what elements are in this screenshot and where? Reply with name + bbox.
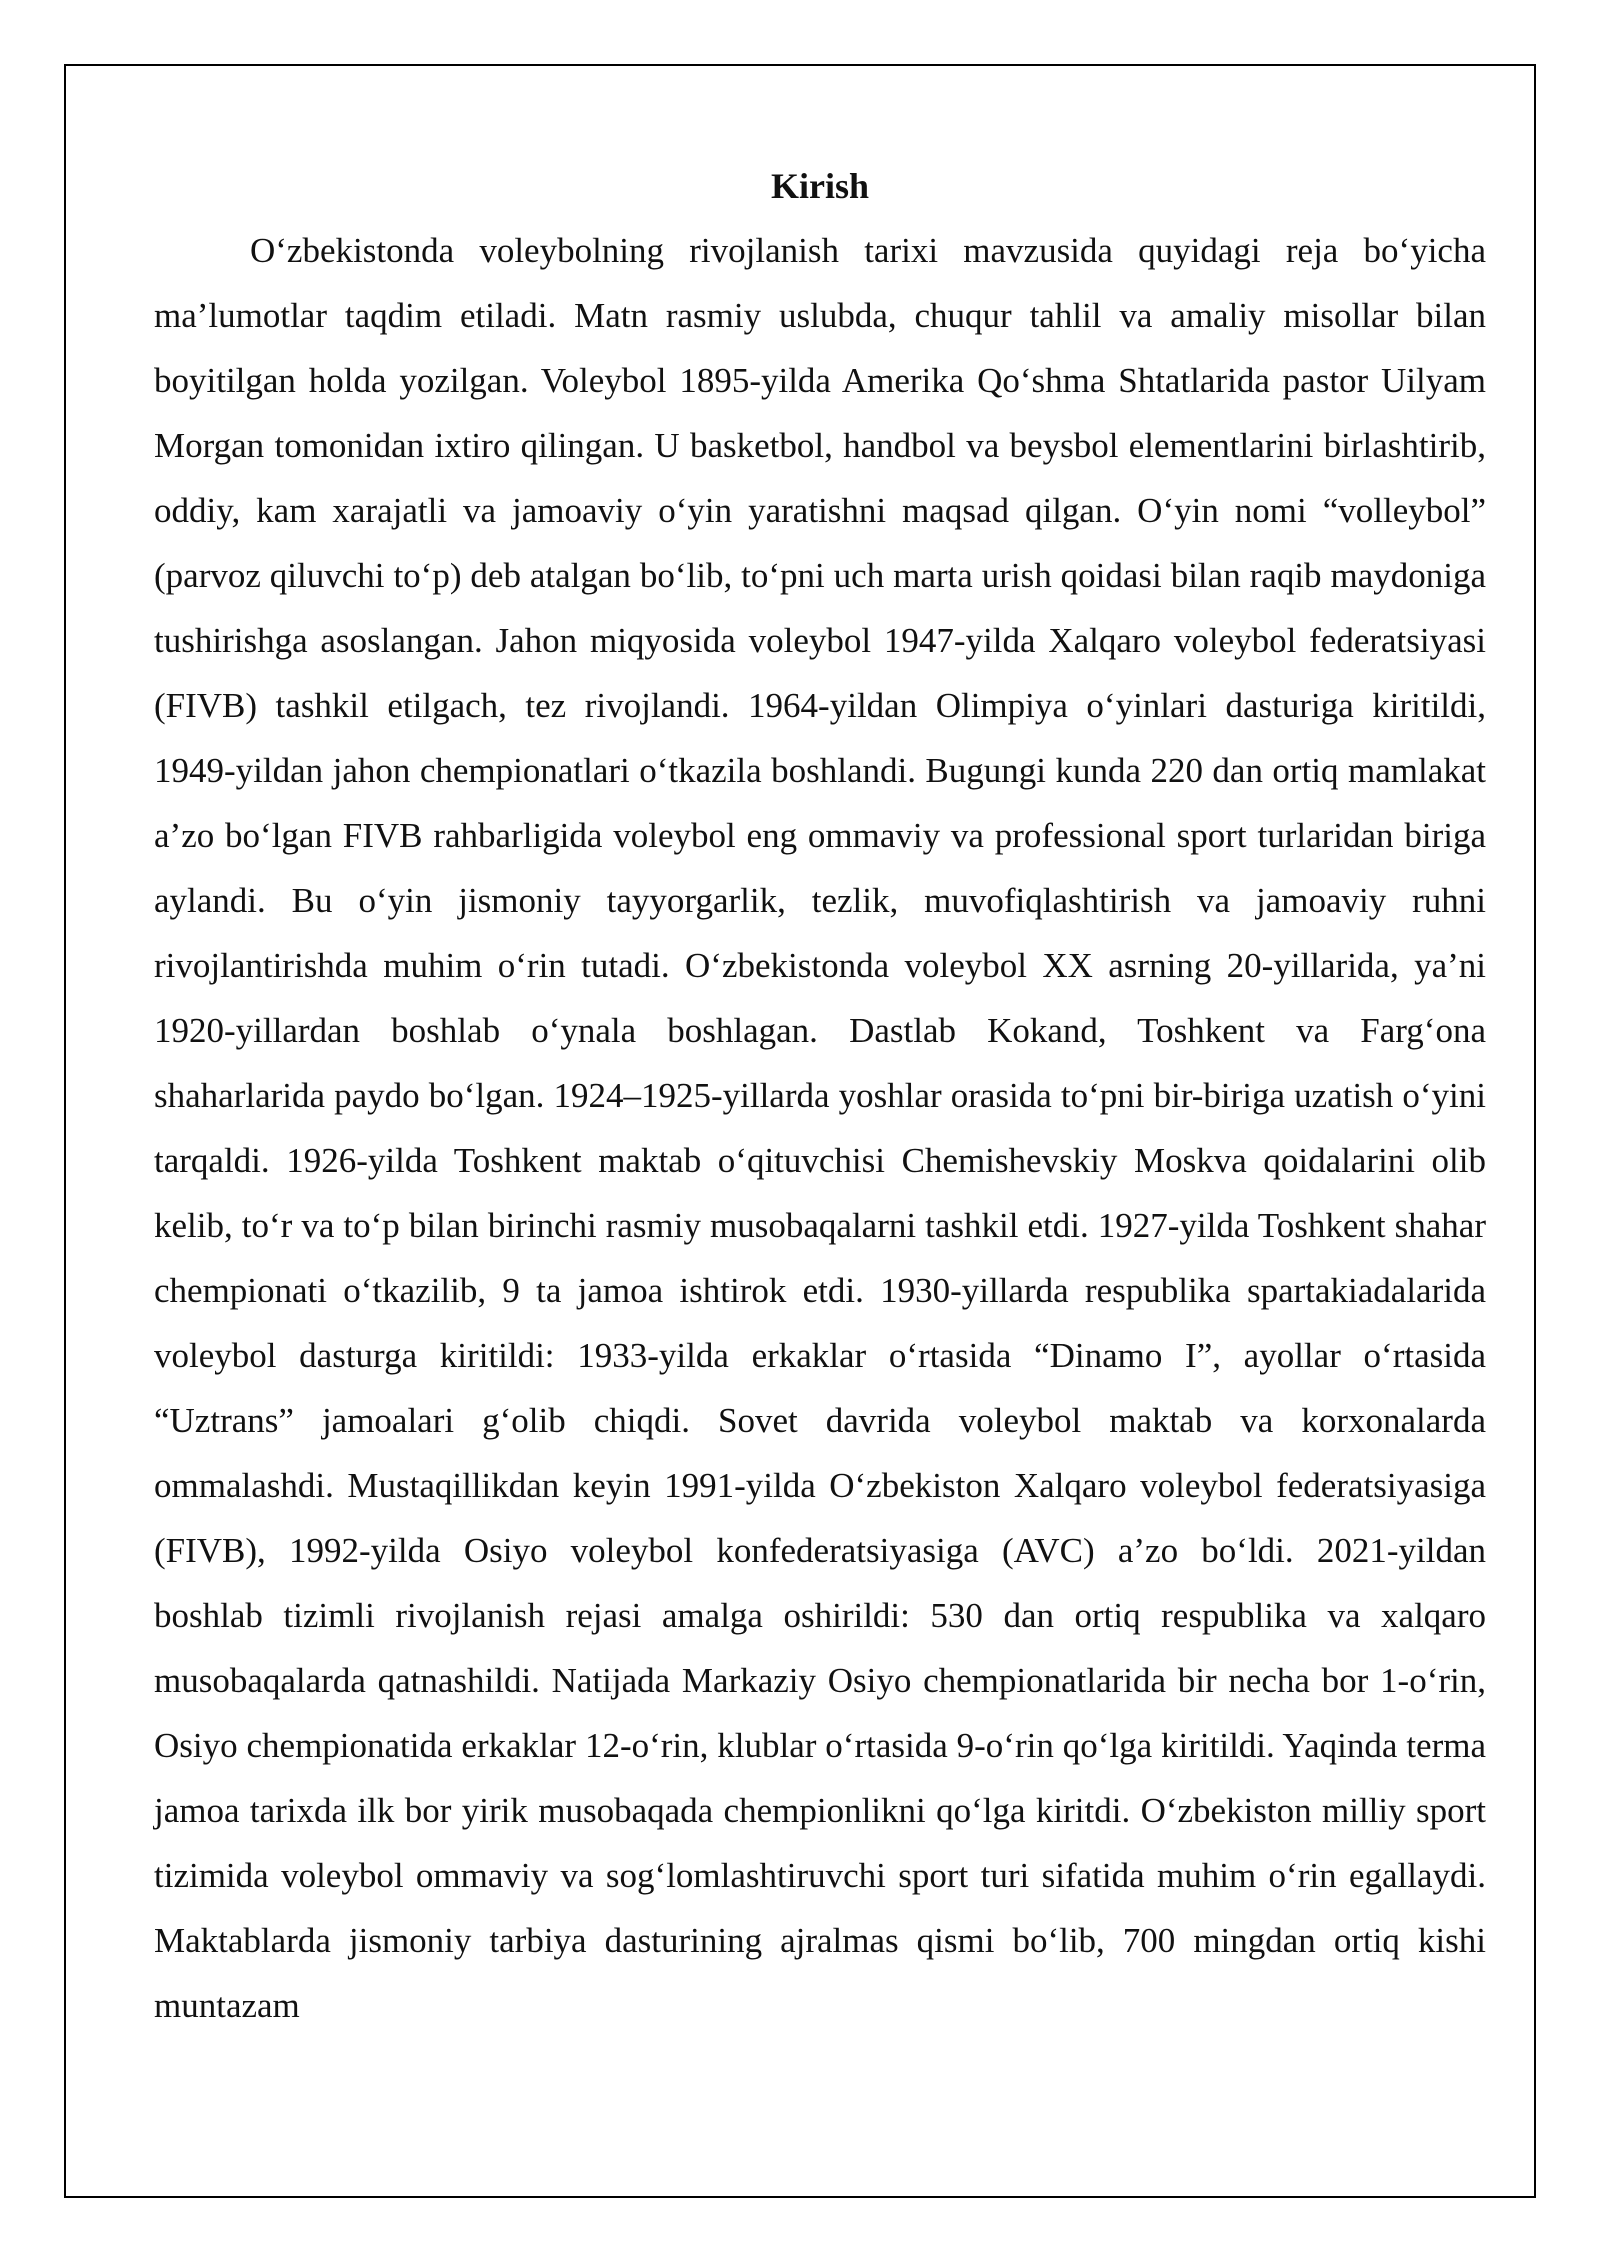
page-content — [154, 154, 1486, 2038]
body-paragraph: O‘zbekistonda voleybolning rivojlanish tarixi mavzusida quyidagi reja bo‘yicha ma’lumotlar taqdim etiladi. Matn rasmiy uslubda, chuqur tahlil va amaliy misollar bilan boyitilgan holda yozilgan. Voleybol 1895-yilda Amerika Qo‘shma Shtatlarida pastor Uilyam Morgan tomonidan ixtiro qilingan. U basketbol, handbol va beysbol elementlarini birlashtirib, oddiy, kam xarajatli va jamoaviy o‘yin yaratishni maqsad qilgan. O‘yin nomi “volleybol” (parvoz qiluvchi to‘p) deb atalgan bo‘lib, to‘pni uch marta urish qoidasi bilan raqib maydoniga tushirishga asoslangan. Jahon miqyosida voleybol 1947-yilda Xalqaro voleybol federatsiyasi (FIVB) tashkil etilgach, tez rivojlandi. 1964-yildan Olimpiya o‘yinlari dasturiga kiritildi, 1949-yildan jahon chempionatlari o‘tkazila boshlandi. Bugungi kunda 220 dan ortiq mamlakat a’zo bo‘lgan FIVB rahbarligida voleybol eng ommaviy va professional sport turlaridan biriga aylandi. Bu o‘yin jismoniy tayyorgarlik, tezlik, muvofiqlashtirish va jamoaviy ruhni rivojlantirishda muhim o‘rin tutadi. O‘zbekistonda voleybol XX asrning 20-yillarida, ya’ni 1920-yillardan boshlab o‘ynala boshlagan. Dastlab Kokand, Toshkent va Farg‘ona shaharlarida paydo bo‘lgan. 1924–1925-yillarda yoshlar orasida to‘pni bir-biriga uzatish o‘yini tarqaldi. 1926-yilda Toshkent maktab o‘qituvchisi Chemishevskiy Moskva qoidalarini olib kelib, to‘r va to‘p bilan birinchi rasmiy musobaqalarni tashkil etdi. 1927-yilda Toshkent shahar chempionati o‘tkazilib, 9 ta jamoa ishtirok etdi. 1930-yillarda respublika spartakiadalarida voleybol dasturga kiritildi: 1933-yilda erkaklar o‘rtasida “Dinamo I”, ayollar o‘rtasida “Uztrans” jamoalari g‘olib chiqdi. Sovet davrida voleybol maktab va korxonalarda ommalashdi. Mustaqillikdan keyin 1991-yilda O‘zbekiston Xalqaro voleybol federatsiyasiga (FIVB), 1992-yilda Osiyo voleybol konfederatsiyasiga (AVC) a’zo bo‘ldi. 2021-yildan boshlab tizimli rivojlanish rejasi amalga oshirildi: 530 dan ortiq respublika va xalqaro musobaqalarda qatnashildi. Natijada Markaziy Osiyo chempionatlarida bir necha bor 1-o‘rin, Osiyo chempionatida erkaklar 12-o‘rin, klublar o‘rtasida 9-o‘rin qo‘lga kiritildi. Yaqinda terma jamoa tarixda ilk bor yirik musobaqada chempionlikni qo‘lga kiritdi. O‘zbekiston milliy sport tizimida voleybol ommaviy va sog‘lomlashtiruvchi sport turi sifatida muhim o‘rin egallaydi. Maktablarda jismoniy tarbiya dasturining ajralmas qismi bo‘lib, 700 mingdan ortiq kishi muntazam — [154, 231, 1486, 2025]
page-frame — [64, 64, 1536, 2198]
page-heading: Kirish — [770, 166, 869, 206]
